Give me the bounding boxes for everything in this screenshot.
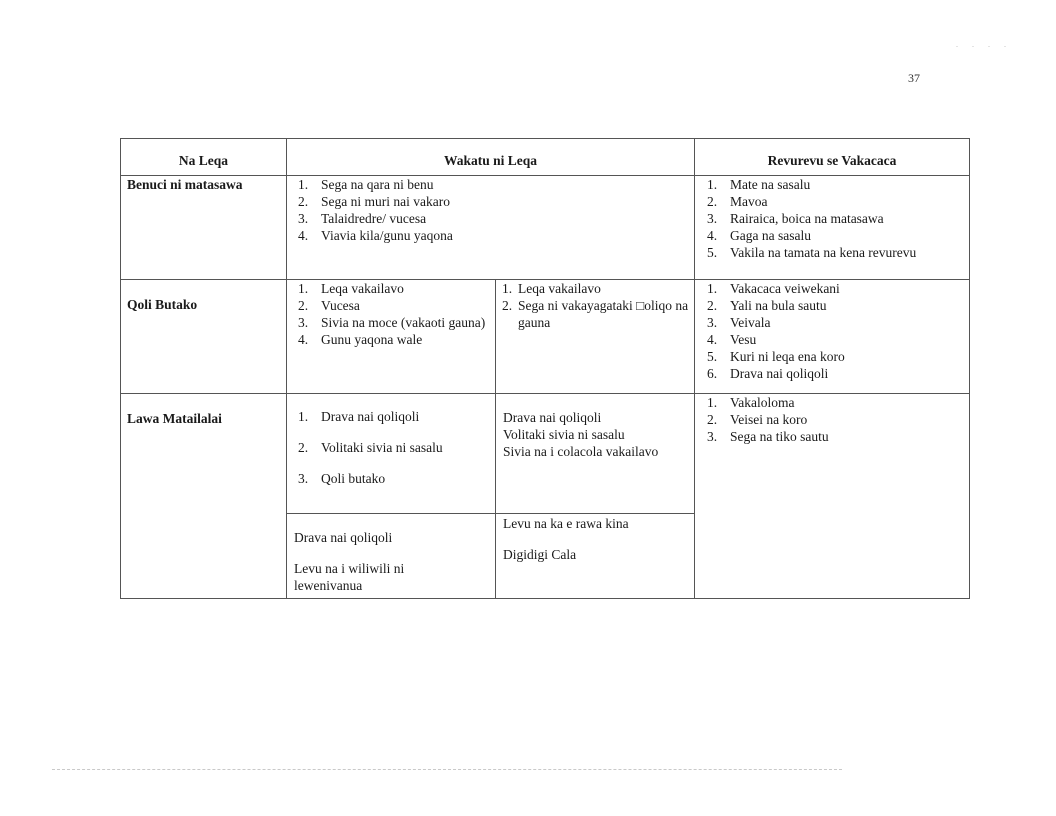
text-spacer <box>294 546 490 560</box>
list-item: 3. Talaidredre/ vucesa <box>298 211 427 226</box>
header-na-leqa: Na Leqa <box>178 153 229 168</box>
list-item: 5. Vakila na tamata na kena revurevu <box>707 245 917 260</box>
page-number: 37 <box>908 71 920 85</box>
wakatu-list <box>298 280 490 348</box>
list-item: 3. Qoli butako <box>298 471 386 486</box>
list-item: 3. Rairaica, boica na matasawa <box>707 211 884 226</box>
list-item: 1. Drava nai qoliqoli <box>298 409 420 424</box>
list-item: 1. Vakacaca veiwekani <box>707 281 840 296</box>
list-item: 2. Mavoa <box>707 194 768 209</box>
list-item: 5. Kuri ni leqa ena koro <box>707 349 845 364</box>
table-border-left <box>120 138 121 599</box>
list-item: 2. Sega ni vakayagataki □oliqo na gauna <box>502 298 689 330</box>
wakatu-text <box>294 529 490 594</box>
list-item: 4. Viavia kila/gunu yaqona <box>298 228 453 243</box>
list-item: 1. Sega na qara ni benu <box>298 177 434 192</box>
header-wakatu-ni-leqa: Wakatu ni Leqa <box>443 153 538 168</box>
footer-rule <box>52 769 842 770</box>
list-item: 1. Leqa vakailavo <box>298 281 404 296</box>
list-item: 3. Veivala <box>707 315 771 330</box>
wakatu-list <box>298 176 688 244</box>
row-label: Benuci ni matasawa <box>127 177 243 192</box>
header-revurevu-se-vakacaca: Revurevu se Vakacaca <box>767 153 897 168</box>
revurevu-list <box>707 394 965 445</box>
text-line: Drava nai qoliqoli <box>294 530 393 545</box>
list-item: 4. Vesu <box>707 332 757 347</box>
list-item: 2. Yali na bula sautu <box>707 298 827 313</box>
list-item: 2. Veisei na koro <box>707 412 808 427</box>
scan-specks: . . . . <box>956 40 1012 49</box>
list-item: 1. Vakaloloma <box>707 395 795 410</box>
table-divider-col2 <box>694 138 695 599</box>
text-spacer <box>503 532 691 546</box>
revurevu-list <box>707 280 965 382</box>
wakatu-list <box>502 280 690 331</box>
row-label: Lawa Matailalai <box>127 411 222 426</box>
table-border-bottom <box>120 598 970 599</box>
text-line: Levu na ka e rawa kina <box>503 516 629 531</box>
list-item: 3. Sivia na moce (vakaoti gauna) <box>298 315 486 330</box>
list-item: 2. Vucesa <box>298 298 360 313</box>
table-border-top <box>120 138 970 139</box>
text-line: Drava nai qoliqoli <box>503 410 602 425</box>
table-subrow-rule <box>286 513 695 514</box>
text-line: Sivia na i colacola vakailavo <box>503 444 659 459</box>
wakatu-list <box>298 408 490 487</box>
list-item: 1. Leqa vakailavo <box>502 281 601 296</box>
list-spacer <box>298 456 490 470</box>
wakatu-text <box>503 409 691 460</box>
revurevu-list <box>707 176 965 261</box>
list-item: 2. Sega ni muri nai vakaro <box>298 194 450 209</box>
text-line: Volitaki sivia ni sasalu <box>503 427 625 442</box>
table-border-right <box>969 138 970 599</box>
list-item: 3. Sega na tiko sautu <box>707 429 829 444</box>
text-line: Digidigi Cala <box>503 547 577 562</box>
list-item: 4. Gaga na sasalu <box>707 228 811 243</box>
row-label: Qoli Butako <box>127 297 198 312</box>
list-spacer <box>298 425 490 439</box>
table-divider-split <box>495 279 496 599</box>
wakatu-text <box>503 515 691 563</box>
table-divider-col1 <box>286 138 287 599</box>
list-item: 2. Volitaki sivia ni sasalu <box>298 440 443 455</box>
list-item: 1. Mate na sasalu <box>707 177 811 192</box>
list-item: 4. Gunu yaqona wale <box>298 332 423 347</box>
list-item: 6. Drava nai qoliqoli <box>707 366 829 381</box>
text-line: Levu na i wiliwili ni lewenivanua <box>294 561 405 593</box>
